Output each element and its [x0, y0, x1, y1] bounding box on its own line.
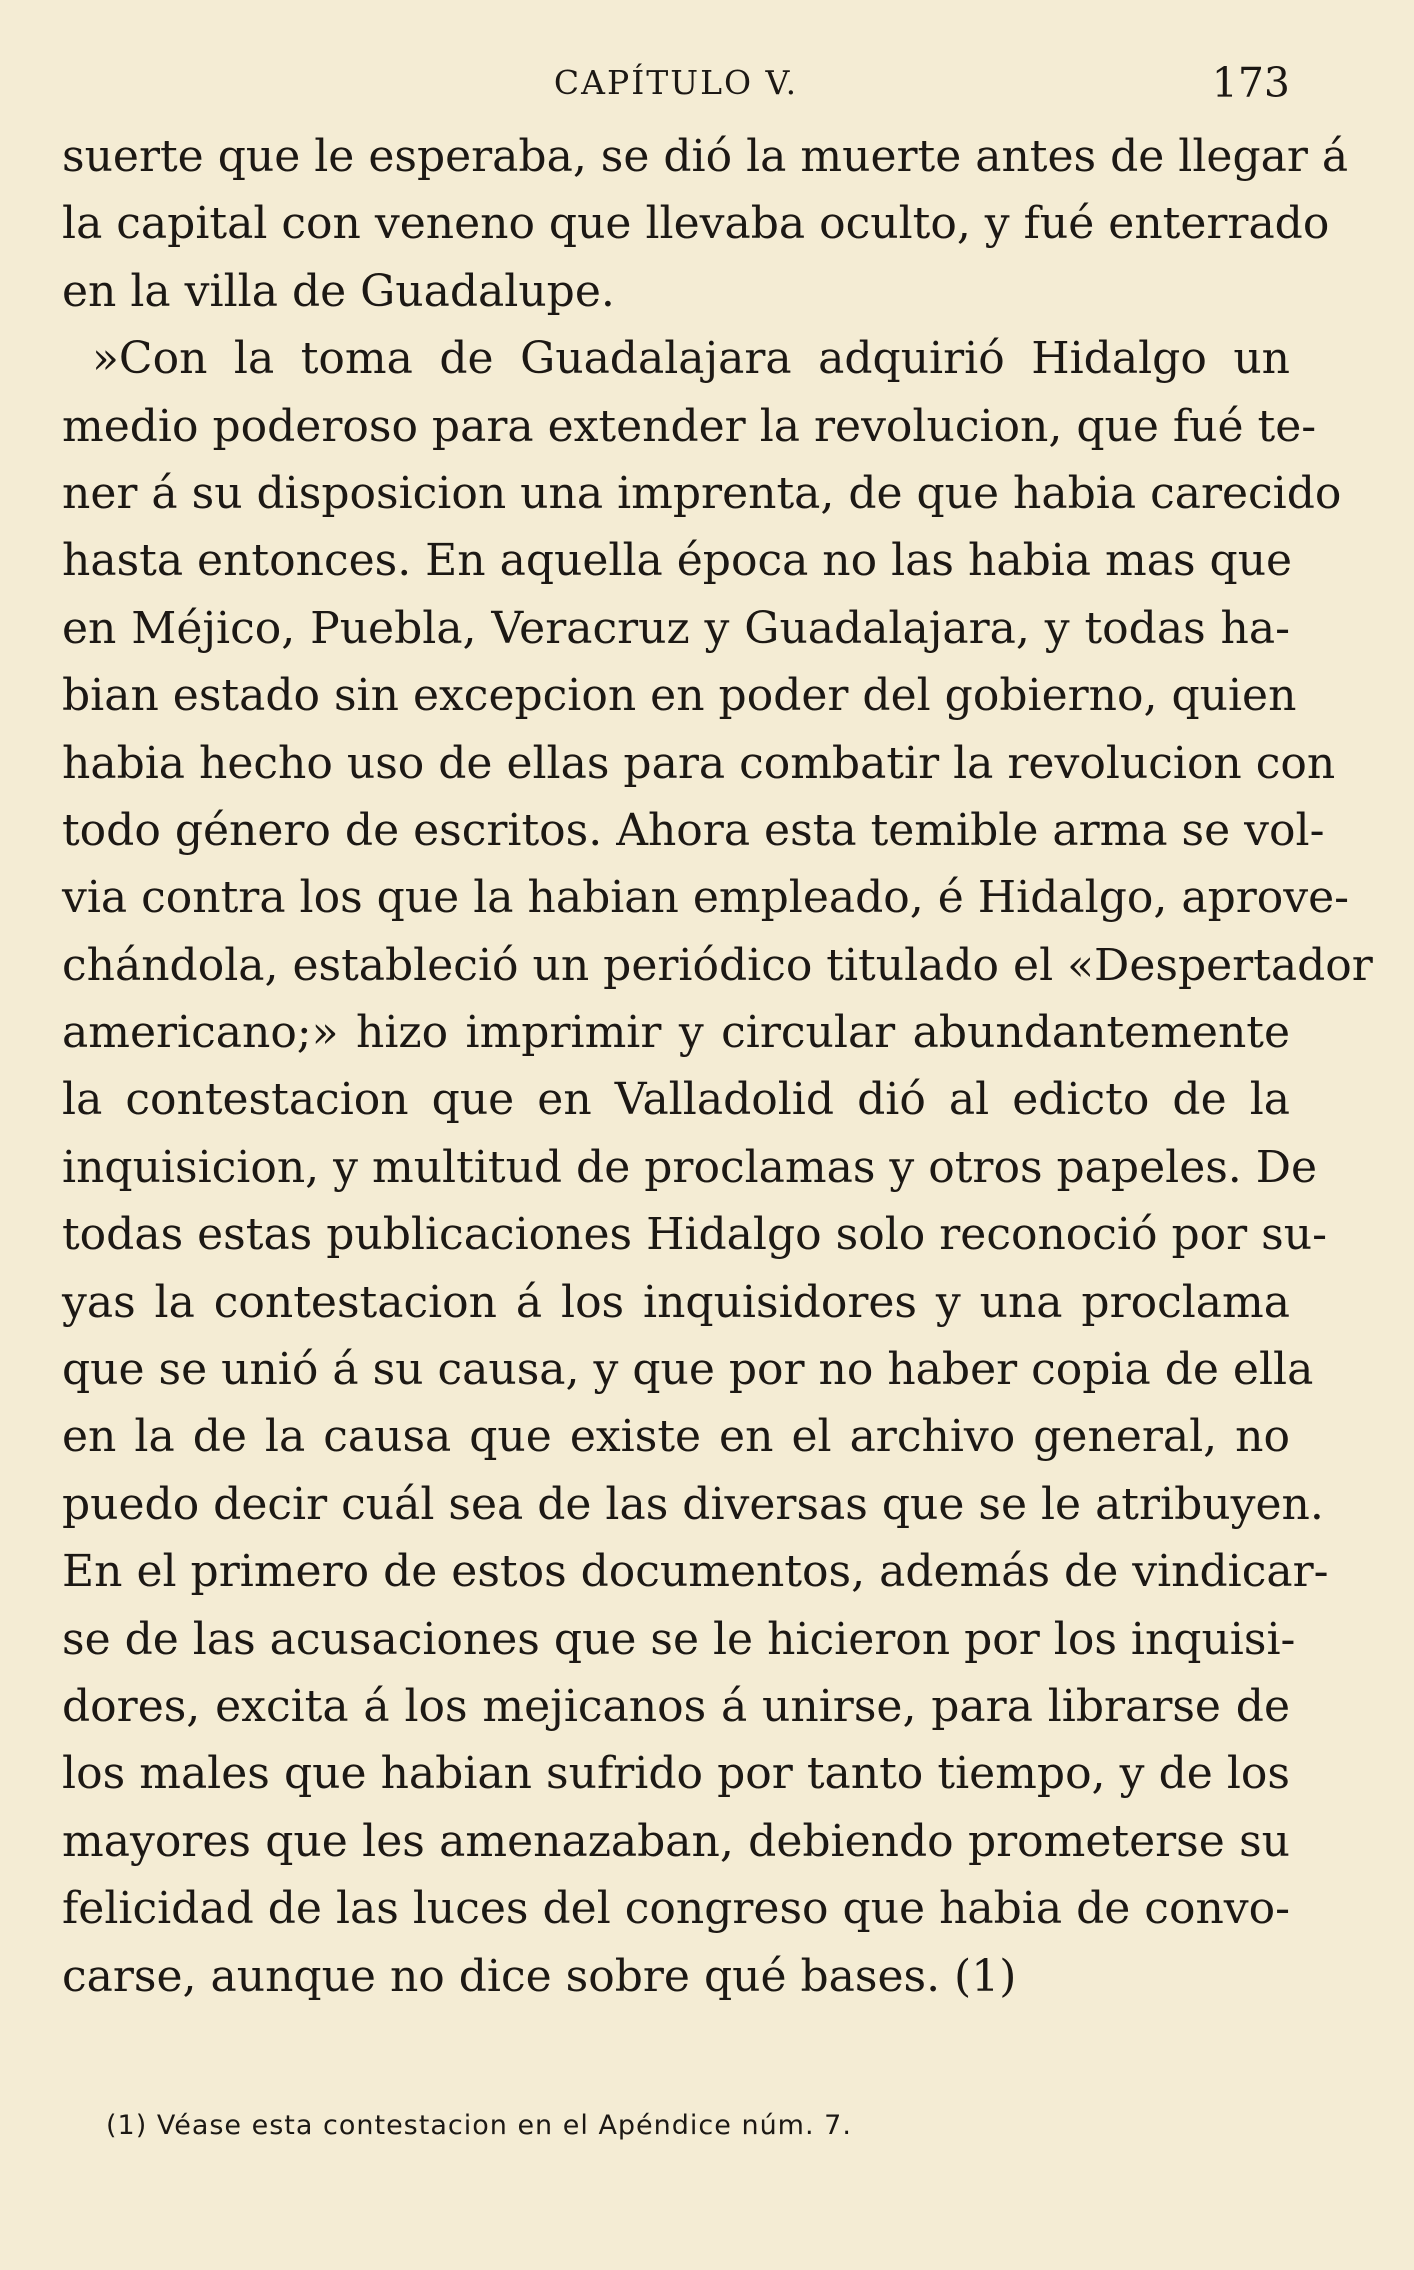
text-line: en la de la causa que existe en el archivo general, no: [62, 1411, 1290, 1463]
text-line: se de las acusaciones que se le hicieron por los inquisi-: [62, 1613, 1296, 1665]
text-line: los males que habian sufrido por tanto tiempo, y de los: [62, 1748, 1290, 1800]
chapter-title: CAPÍTULO V.: [553, 63, 799, 102]
text-line: en Méjico, Puebla, Veracruz y Guadalajara, y todas ha-: [62, 602, 1290, 654]
text-line: dores, excita á los mejicanos á unirse, para librarse de: [62, 1680, 1290, 1732]
text-line: todas estas publicaciones Hidalgo solo reconoció por su-: [62, 1209, 1327, 1261]
text-line: bian estado sin excepcion en poder del gobierno, quien: [62, 670, 1297, 722]
text-line: la contestacion que en Valladolid dió al edicto de la: [62, 1074, 1290, 1126]
text-line: chándola, estableció un periódico titulado el «Despertador: [62, 939, 1373, 991]
page-number: 173: [1211, 59, 1290, 107]
text-line: todo género de escritos. Ahora esta temible arma se vol-: [62, 804, 1325, 856]
text-line: habia hecho uso de ellas para combatir la revolucion con: [62, 737, 1336, 789]
text-line: en la villa de Guadalupe.: [62, 265, 615, 317]
text-line: mayores que les amenazaban, debiendo prometerse su: [62, 1815, 1290, 1867]
text-line: »Con la toma de Guadalajara adquirió Hidalgo un: [92, 333, 1290, 385]
body-text: [62, 123, 1373, 2010]
text-line: hasta entonces. En aquella época no las habia mas que: [62, 535, 1293, 587]
text-line: inquisicion, y multitud de proclamas y otros papeles. De: [62, 1141, 1318, 1193]
text-line: medio poderoso para extender la revolucion, que fué te-: [62, 400, 1317, 452]
text-line: ner á su disposicion una imprenta, de que habia carecido: [62, 467, 1342, 519]
text-line: que se unió á su causa, y que por no haber copia de ella: [62, 1344, 1314, 1396]
footnote: (1) Véase esta contestacion en el Apéndice núm. 7.: [106, 2110, 852, 2141]
text-line: En el primero de estos documentos, además de vindicar-: [62, 1546, 1329, 1598]
text-line: carse, aunque no dice sobre qué bases. (1): [62, 1950, 1017, 2002]
running-head: [62, 58, 1290, 108]
text-line: americano;» hizo imprimir y circular abundantemente: [62, 1007, 1290, 1059]
text-line: suerte que le esperaba, se dió la muerte antes de llegar á: [62, 131, 1349, 182]
text-line: yas la contestacion á los inquisidores y una proclama: [62, 1276, 1290, 1328]
text-line: felicidad de las luces del congreso que habia de convo-: [62, 1883, 1290, 1935]
text-line: puedo decir cuál sea de las diversas que se le atribuyen.: [62, 1478, 1324, 1530]
text-line: la capital con veneno que llevaba oculto, y fué enterrado: [62, 198, 1330, 250]
text-line: via contra los que la habian empleado, é Hidalgo, aprove-: [62, 872, 1350, 924]
